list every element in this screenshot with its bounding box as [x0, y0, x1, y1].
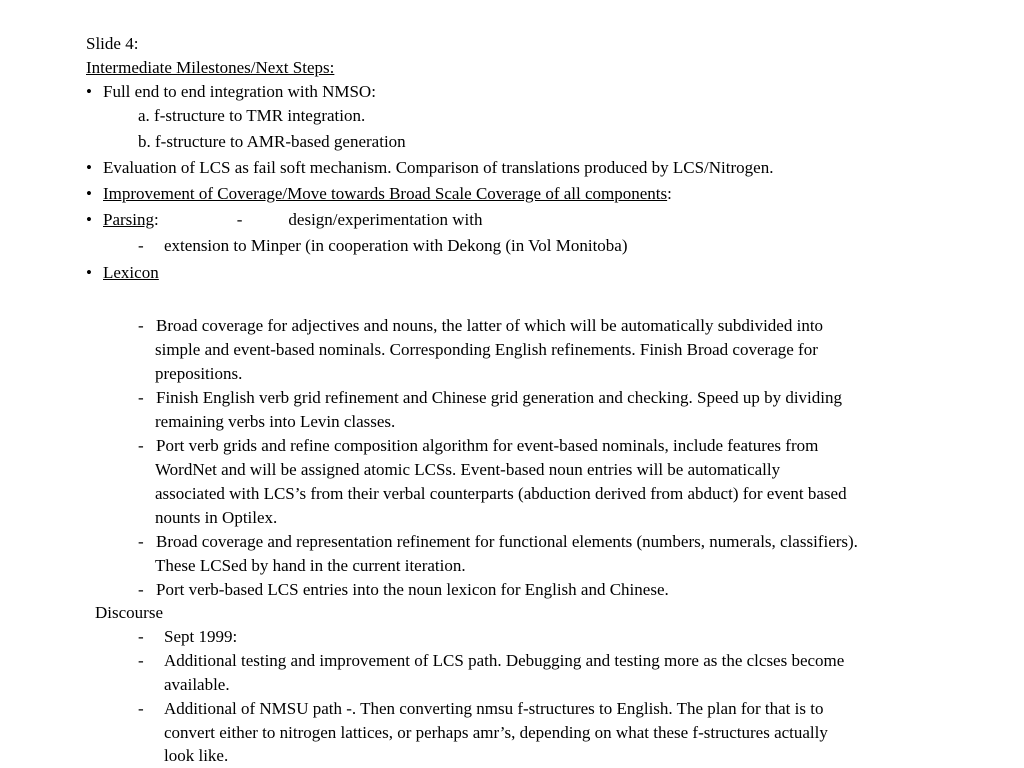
bullet-evaluation [86, 156, 773, 180]
bullet-glyph: • [86, 82, 92, 101]
integration-title: Full end to end integration with NMSO: [103, 82, 376, 101]
discourse-item-2-line-3: look like. [164, 746, 229, 765]
lexicon-item-1 [138, 386, 842, 410]
lexicon-item-2-line-1: Port verb grids and refine composition algorithm for event-based nominals, include features from [156, 436, 819, 455]
discourse-item-0 [138, 625, 237, 649]
lexicon-item-0-cont-1 [155, 362, 242, 386]
lexicon-item-1-cont-0 [155, 410, 395, 434]
lexicon-item-2-cont-1 [155, 482, 847, 506]
bullet-coverage [86, 182, 672, 206]
slide-number-text: Slide 4: [86, 34, 139, 53]
coverage-suffix: : [667, 184, 672, 203]
discourse-item-1-cont-0 [164, 673, 230, 697]
dash-glyph: - [138, 580, 144, 599]
parsing-dash: - [236, 210, 243, 229]
lexicon-label: Lexicon [103, 263, 159, 282]
discourse-item-2-line-1: Additional of NMSU path -. Then converting nmsu f-structures to English. The plan for that is to [164, 699, 824, 718]
lexicon-item-2 [138, 434, 818, 458]
discourse-item-2 [138, 697, 823, 721]
parsing-text: design/experimentation with [288, 210, 483, 229]
lexicon-item-1-line-2: remaining verbs into Levin classes. [155, 412, 396, 431]
integration-sub-a-text: a. f-structure to TMR integration. [138, 106, 366, 125]
bullet-glyph: • [86, 184, 92, 203]
lexicon-item-3-line-1: Broad coverage and representation refinement for functional elements (numbers, numerals, classifiers). [156, 532, 858, 551]
coverage-title: Improvement of Coverage/Move towards Broad Scale Coverage of all components [103, 184, 668, 203]
integration-sub-b-text: b. f-structure to AMR-based generation [138, 132, 406, 151]
lexicon-item-0-line-3: prepositions. [155, 364, 243, 383]
slide-number [86, 32, 138, 56]
dash-glyph: - [138, 236, 144, 255]
lexicon-item-3-cont-0 [155, 554, 466, 578]
discourse-item-2-cont-0 [164, 721, 828, 745]
lexicon-item-4 [138, 578, 669, 602]
evaluation-text: Evaluation of LCS as fail soft mechanism. Comparison of translations produced by LCS/Nitrogen. [103, 158, 774, 177]
bullet-glyph: • [86, 158, 92, 177]
lexicon-item-1-line-1: Finish English verb grid refinement and Chinese grid generation and checking. Speed up by dividing [156, 388, 842, 407]
parsing-sub-text: extension to Minper (in cooperation with Dekong (in Vol Monitoba) [164, 236, 628, 255]
discourse-item-1 [138, 649, 844, 673]
integration-sub-a [138, 104, 365, 128]
dash-glyph: - [138, 532, 144, 551]
lexicon-item-3-line-2: These LCSed by hand in the current iteration. [155, 556, 466, 575]
discourse-item-2-cont-1 [164, 744, 228, 768]
lexicon-item-2-line-3: associated with LCS’s from their verbal counterparts (abduction derived from abduct) for event based [155, 484, 847, 503]
dash-glyph: - [138, 436, 144, 455]
lexicon-item-0-cont-0 [155, 338, 818, 362]
bullet-integration [86, 80, 376, 104]
lexicon-item-4-line-1: Port verb-based LCS entries into the noun lexicon for English and Chinese. [156, 580, 669, 599]
bullet-glyph: • [86, 210, 92, 229]
integration-sub-b [138, 130, 406, 154]
parsing-label: Parsing [103, 210, 154, 229]
parsing-colon: : [154, 210, 159, 229]
bullet-parsing [86, 208, 482, 232]
dash-glyph: - [138, 316, 144, 335]
lexicon-item-2-cont-0 [155, 458, 780, 482]
bullet-glyph: • [86, 263, 92, 282]
discourse-heading [95, 601, 163, 625]
parsing-sub [138, 234, 628, 258]
discourse-label: Discourse [95, 603, 163, 622]
discourse-item-0-line-1: Sept 1999: [164, 627, 238, 646]
discourse-item-2-line-2: convert either to nitrogen lattices, or perhaps amr’s, depending on what these f-structures actually [164, 723, 828, 742]
lexicon-item-0 [138, 314, 823, 338]
discourse-item-1-line-1: Additional testing and improvement of LCS path. Debugging and testing more as the clcses become [164, 651, 845, 670]
slide-heading-text: Intermediate Milestones/Next Steps: [86, 58, 335, 77]
lexicon-item-0-line-1: Broad coverage for adjectives and nouns, the latter of which will be automatically subdivided into [156, 316, 824, 335]
dash-glyph: - [138, 627, 144, 646]
lexicon-item-2-line-4: nounts in Optilex. [155, 508, 278, 527]
lexicon-item-0-line-2: simple and event-based nominals. Corresponding English refinements. Finish Broad coverage for [155, 340, 818, 359]
dash-glyph: - [138, 699, 144, 718]
lexicon-item-3 [138, 530, 858, 554]
lexicon-item-2-line-2: WordNet and will be assigned atomic LCSs. Event-based noun entries will be automatically [155, 460, 781, 479]
lexicon-item-2-cont-2 [155, 506, 277, 530]
bullet-lexicon [86, 261, 159, 285]
dash-glyph: - [138, 651, 144, 670]
dash-glyph: - [138, 388, 144, 407]
slide-heading [86, 56, 334, 80]
discourse-item-1-line-2: available. [164, 675, 230, 694]
